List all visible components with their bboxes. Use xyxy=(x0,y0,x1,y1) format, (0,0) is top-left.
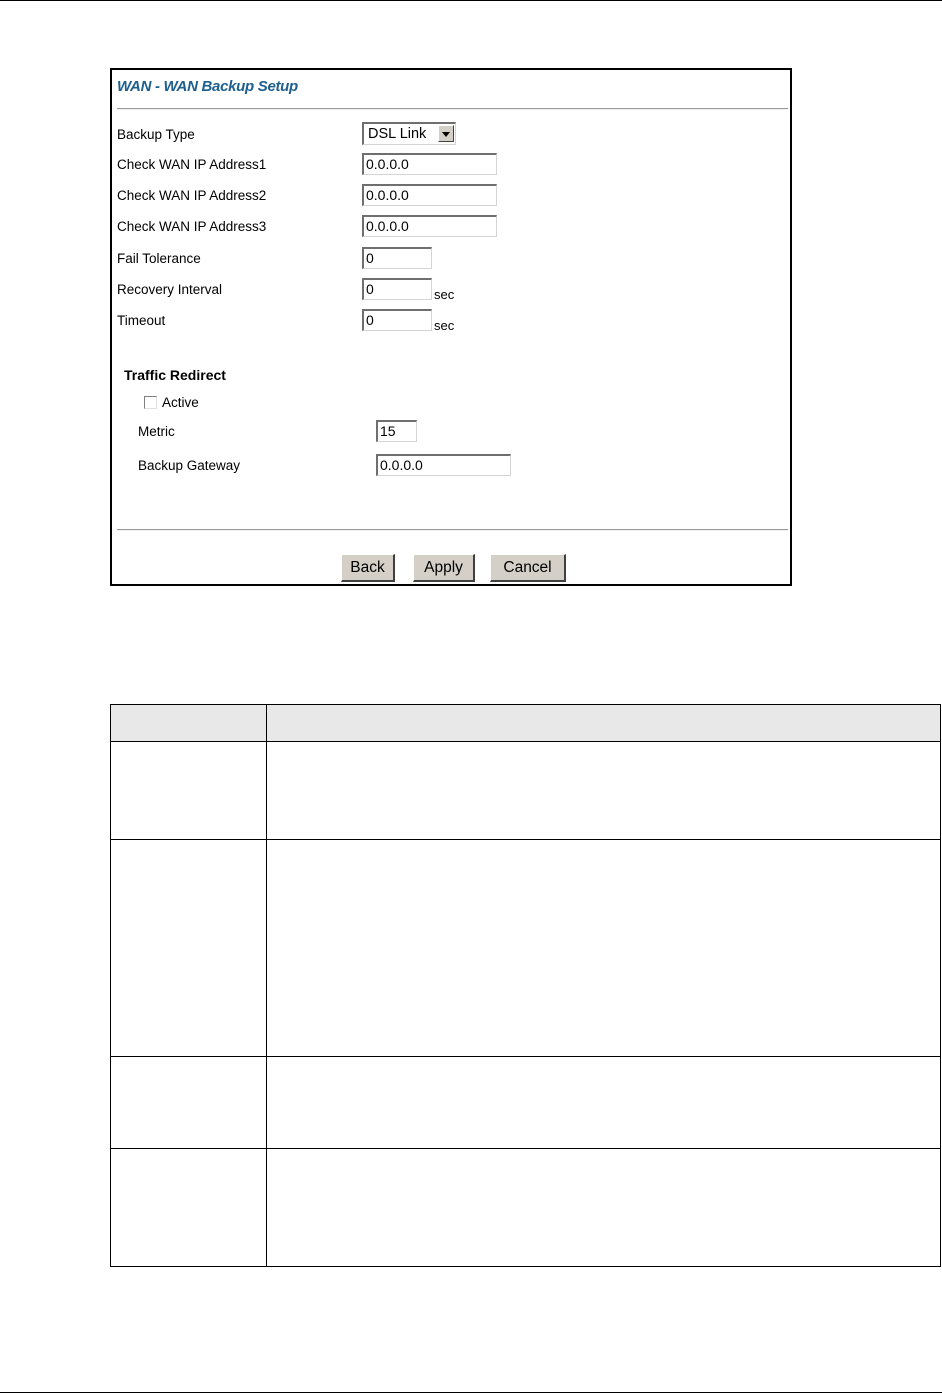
page-bottom-rule xyxy=(0,1392,942,1393)
fail-tolerance-input[interactable]: 0 xyxy=(362,247,432,269)
page-top-rule xyxy=(0,0,942,1)
metric-label: Metric xyxy=(138,424,175,439)
check-ip1-label: Check WAN IP Address1 xyxy=(117,157,267,172)
table-header-cell xyxy=(267,705,941,742)
table-cell xyxy=(111,742,267,840)
check-ip3-input[interactable]: 0.0.0.0 xyxy=(362,215,497,237)
panel-title: WAN - WAN Backup Setup xyxy=(117,78,298,95)
timeout-input[interactable]: 0 xyxy=(362,309,432,331)
description-table xyxy=(110,704,941,1267)
table-cell xyxy=(111,840,267,1057)
table-row xyxy=(111,840,941,1057)
chevron-down-icon[interactable] xyxy=(438,125,454,142)
apply-button[interactable]: Apply xyxy=(413,554,475,582)
check-ip2-input[interactable]: 0.0.0.0 xyxy=(362,184,497,206)
table-header-cell xyxy=(111,705,267,742)
recovery-interval-input[interactable]: 0 xyxy=(362,278,432,300)
traffic-redirect-heading: Traffic Redirect xyxy=(124,367,226,383)
back-button[interactable]: Back xyxy=(341,554,395,582)
backup-gateway-label: Backup Gateway xyxy=(138,458,241,473)
active-label: Active xyxy=(162,395,199,410)
table-cell xyxy=(267,1149,941,1267)
backup-gateway-input[interactable]: 0.0.0.0 xyxy=(376,454,511,476)
table-cell xyxy=(267,742,941,840)
active-checkbox[interactable] xyxy=(144,396,157,409)
table-cell xyxy=(267,1057,941,1149)
backup-type-value: DSL Link xyxy=(368,126,427,142)
table-cell xyxy=(111,1057,267,1149)
backup-type-label: Backup Type xyxy=(117,127,195,142)
table-row xyxy=(111,1057,941,1149)
title-divider xyxy=(117,108,788,110)
table-row xyxy=(111,742,941,840)
metric-input[interactable]: 15 xyxy=(376,420,417,442)
timeout-label: Timeout xyxy=(117,313,166,328)
fail-tolerance-label: Fail Tolerance xyxy=(117,251,201,266)
table-row xyxy=(111,1149,941,1267)
table-header-row xyxy=(111,705,941,742)
wan-backup-setup-panel xyxy=(110,68,792,586)
timeout-unit: sec xyxy=(434,318,455,333)
table-cell xyxy=(267,840,941,1057)
recovery-interval-label: Recovery Interval xyxy=(117,282,223,297)
check-ip1-input[interactable]: 0.0.0.0 xyxy=(362,153,497,175)
check-ip3-label: Check WAN IP Address3 xyxy=(117,219,267,234)
check-ip2-label: Check WAN IP Address2 xyxy=(117,188,267,203)
footer-divider xyxy=(117,529,788,531)
cancel-button[interactable]: Cancel xyxy=(490,554,566,582)
backup-type-select[interactable] xyxy=(362,122,456,145)
table-cell xyxy=(111,1149,267,1267)
recovery-interval-unit: sec xyxy=(434,287,455,302)
